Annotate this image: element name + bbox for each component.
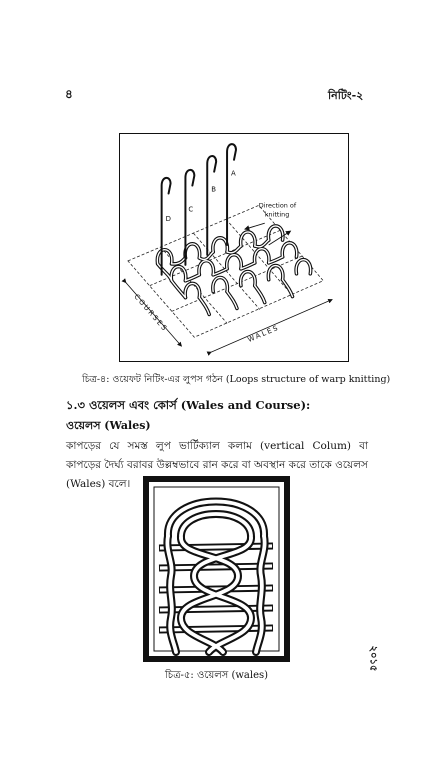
needle-d	[162, 178, 171, 275]
needle-c-label: C	[188, 205, 194, 214]
needle-d-label: D	[165, 215, 171, 224]
warp-knitting-diagram	[120, 134, 348, 361]
wales-label: WALES	[246, 323, 281, 345]
wales-diagram	[143, 476, 290, 662]
wales-definition-paragraph: কাপড়ের যে সমস্ত লুপ ভার্টিক্যাল কলাম (vertical Colum) বা কাপড়ের দৈর্ঘ্য বরাবর উল্লম্বভাবে রান করে বা অবস্থান করে তাকে ওয়েলস (Wales) বলে।	[66, 440, 368, 490]
running-head: নিটিং-২	[328, 89, 364, 102]
needle-a-label: A	[231, 169, 236, 178]
direction-arrow-left	[245, 223, 265, 229]
section-heading: ১.৩ ওয়েলস এবং কোর্স (Wales and Course):	[66, 398, 311, 412]
needle-a	[227, 144, 236, 245]
figure-4-caption: চিত্র-৪: ওয়েফট নিটিং-এর লুপস গঠন (Loops structure of warp knitting)	[82, 374, 391, 385]
figure-wales	[143, 476, 290, 662]
needle-b-label: B	[211, 185, 216, 194]
direction-label-line2: knitting	[264, 210, 290, 219]
section-subheading: ওয়েলস (Wales)	[66, 419, 151, 432]
margin-note: ২০১৫	[367, 645, 379, 672]
figure-5-caption: চিত্র-৫: ওয়েলস (wales)	[164, 670, 269, 681]
page-number: ৪	[65, 87, 73, 101]
figure-warp-knitting-loops	[119, 133, 349, 362]
direction-label-line1: Direction of	[258, 201, 297, 210]
courses-label: COURSES	[132, 292, 170, 334]
